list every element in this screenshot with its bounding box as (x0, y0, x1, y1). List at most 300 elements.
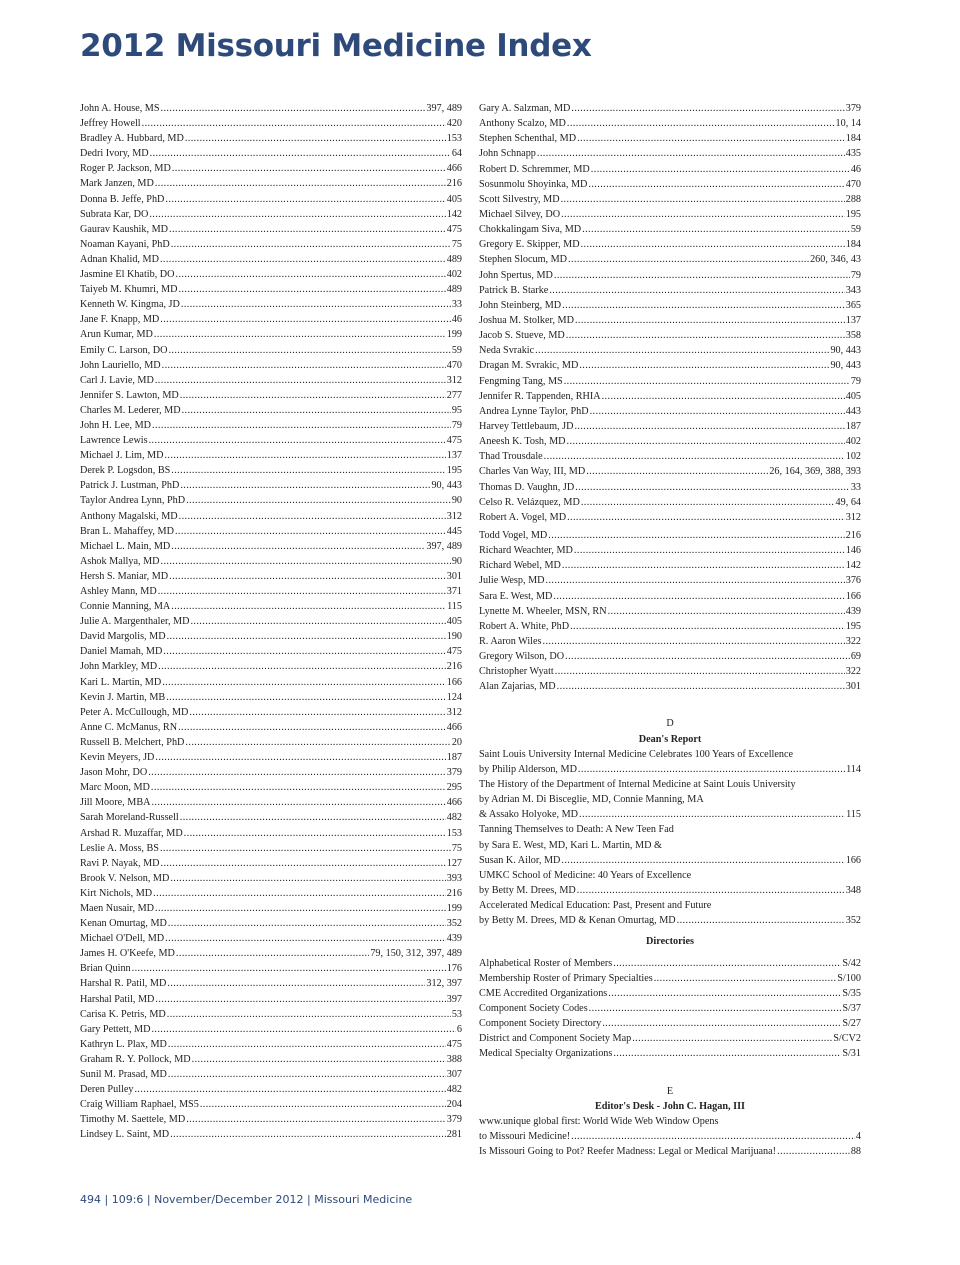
dot-leader (549, 283, 844, 298)
entry-name: Brian Quinn (80, 963, 131, 975)
page-number: 195 (845, 620, 861, 632)
entry-name: Russell B. Melchert, PhD (80, 736, 185, 748)
page-number: 10, 14 (835, 118, 861, 130)
dot-leader (164, 448, 445, 463)
dot-leader (175, 524, 446, 539)
author-entry (479, 528, 861, 543)
author-entry (80, 343, 462, 358)
page-number: 371 (446, 586, 462, 597)
page-number: 190 (446, 631, 462, 643)
entry-name: Julie A. Margenthaler, MD (80, 616, 190, 628)
entry-name: & Assako Holyoke, MD (479, 809, 579, 821)
entry-name: Taiyeb M. Khumri, MD (80, 284, 178, 296)
author-entry (80, 101, 462, 116)
entry-name: Kari L. Martin, MD (80, 676, 162, 688)
author-entry (80, 705, 462, 720)
entry-name: Kirt Nichols, MD (80, 887, 153, 899)
entry-name: David Margolis, MD (80, 631, 166, 643)
dot-leader (608, 986, 841, 1001)
dot-leader (546, 573, 845, 588)
author-list-right-bottom (479, 528, 861, 695)
page-number: 199 (446, 329, 462, 341)
page-number: 90, 443 (830, 360, 861, 372)
entry-name: Robert A. Vogel, MD (479, 511, 567, 523)
author-entry (479, 619, 861, 634)
page-number: 352 (446, 918, 462, 930)
page-number: 90 (451, 555, 462, 567)
dot-leader (185, 735, 450, 750)
entry-name: Subrata Kar, DO (80, 208, 149, 220)
entry-name: Harshal Patil, MD (80, 993, 155, 1005)
author-entry (479, 222, 861, 237)
dot-leader (579, 807, 845, 822)
page-number: 352 (845, 915, 861, 927)
page-number: 176 (446, 963, 462, 975)
author-entry (479, 589, 861, 604)
author-entry (80, 856, 462, 871)
dot-leader (170, 871, 445, 886)
entry-name: Derek P. Logsdon, BS (80, 465, 171, 477)
author-entry (80, 192, 462, 207)
dot-leader (172, 161, 446, 176)
author-entry (80, 478, 462, 493)
author-entry (80, 161, 462, 176)
page-number: 79 (850, 269, 861, 281)
dot-leader (582, 222, 850, 237)
dot-leader (171, 237, 451, 252)
author-entry (80, 327, 462, 342)
author-entry (479, 374, 861, 389)
author-entry (479, 510, 861, 525)
deans-report-heading: Dean's Report (638, 733, 702, 745)
directory-entry (479, 956, 861, 971)
author-entry (479, 495, 861, 510)
entry-name: R. Aaron Wiles (479, 635, 542, 647)
author-entry (80, 493, 462, 508)
dot-leader (184, 826, 446, 841)
entry-name: Gary Pettett, MD (80, 1023, 151, 1035)
page-number: 153 (446, 827, 462, 839)
author-entry (80, 659, 462, 674)
author-entry (479, 101, 861, 116)
entry-name: by Betty M. Drees, MD & Kenan Omurtag, MD (479, 915, 676, 927)
author-entry (80, 267, 462, 282)
author-entry (479, 252, 861, 267)
dot-leader (169, 569, 446, 584)
dot-leader (134, 1082, 445, 1097)
dot-leader (178, 720, 446, 735)
page-number: 312 (845, 511, 861, 523)
dot-leader (581, 495, 835, 510)
page-number: 20 (451, 736, 462, 748)
author-entry (80, 403, 462, 418)
dot-leader (162, 358, 446, 373)
dot-leader (180, 478, 430, 493)
dot-leader (171, 599, 446, 614)
entry-name: Ashley Mann, MD (80, 586, 157, 597)
entry-name: by Philip Alderson, MD (479, 763, 577, 775)
page-number: 59 (451, 344, 462, 356)
dot-leader (169, 222, 446, 237)
dot-leader (168, 343, 450, 358)
dot-leader (149, 433, 446, 448)
page-number: 199 (446, 902, 462, 914)
entry-name: Sara E. West, MD (479, 590, 553, 602)
entry-name: John Lauriello, MD (80, 359, 161, 371)
directory-entry (479, 1031, 861, 1046)
author-entry (479, 116, 861, 131)
page-number: 187 (845, 420, 861, 432)
entry-name: Gaurav Kaushik, MD (80, 223, 168, 235)
author-entry (80, 1037, 462, 1052)
entry-name: Lynette M. Wheeler, MSN, RN (479, 605, 607, 617)
page-number: 379 (845, 103, 861, 114)
author-entry (80, 675, 462, 690)
author-entry (80, 312, 462, 327)
entry-name: Kenan Omurtag, MD (80, 918, 167, 930)
page-number: S/27 (842, 1018, 861, 1030)
article-title-line: The History of the Department of Internal Medicine at Saint Louis University (479, 779, 796, 791)
page-number: 195 (446, 465, 462, 477)
dot-leader (566, 328, 845, 343)
entry-name: Jill Moore, MBA (80, 797, 151, 809)
page-number: 439 (845, 605, 861, 617)
entry-name: Component Society Codes (479, 1003, 588, 1015)
dot-leader (575, 480, 850, 495)
author-entry (80, 1082, 462, 1097)
dot-leader (591, 162, 850, 177)
author-entry (80, 222, 462, 237)
author-entry (80, 1007, 462, 1022)
page-number: 489 (446, 284, 462, 296)
page-number: 166 (845, 590, 861, 602)
page-number: 102 (845, 451, 861, 463)
dot-leader (155, 992, 445, 1007)
entry-name: Dragan M. Svrakic, MD (479, 360, 579, 372)
entry-name: Craig William Raphael, MS5 (80, 1099, 199, 1111)
left-column (80, 101, 462, 1142)
dot-leader (561, 192, 845, 207)
dot-leader (589, 1001, 842, 1016)
article-title-line: Accelerated Medical Education: Past, Present and Future (479, 900, 712, 912)
dot-leader (160, 312, 451, 327)
dot-leader (176, 946, 369, 961)
author-entry (479, 679, 861, 694)
entry-name: Anthony Magalski, MD (80, 510, 178, 522)
dot-leader (168, 1067, 446, 1082)
page-number: 397, 489 (426, 103, 462, 114)
author-entry (80, 614, 462, 629)
article-entry (479, 807, 861, 822)
author-entry (479, 283, 861, 298)
entry-name: Gregory E. Skipper, MD (479, 239, 580, 251)
author-entry (80, 765, 462, 780)
dot-leader (171, 463, 445, 478)
entry-name: Connie Manning, MA (80, 601, 171, 613)
page-number: 115 (447, 601, 462, 613)
page-number: S/31 (842, 1048, 861, 1060)
page-number: 75 (451, 842, 462, 854)
page-number: 295 (446, 782, 462, 794)
directories-heading: Directories (646, 936, 694, 948)
page-number: 124 (446, 691, 462, 703)
entry-name: Kenneth W. Kingma, JD (80, 299, 180, 311)
page-number: 435 (845, 148, 861, 160)
author-entry (80, 735, 462, 750)
dot-leader (185, 131, 446, 146)
entry-name: Chokkalingam Siva, MD (479, 224, 582, 236)
entry-name: Harvey Tettlebaum, JD (479, 420, 574, 432)
author-entry (80, 644, 462, 659)
entry-name: Daniel Mamah, MD (80, 646, 163, 658)
entry-name: Neda Svrakic (479, 345, 535, 357)
page-number: 49, 64 (835, 496, 861, 508)
author-entry (80, 1097, 462, 1112)
author-entry (479, 664, 861, 679)
entry-name: Ravi P. Nayak, MD (80, 857, 160, 869)
page-number: 348 (845, 885, 861, 897)
entry-name: Julie Wesp, MD (479, 575, 545, 587)
dot-leader (151, 1022, 455, 1037)
dot-leader (588, 177, 844, 192)
dot-leader (167, 629, 446, 644)
dot-leader (578, 762, 845, 777)
dot-leader (579, 358, 829, 373)
entry-name: Arshad R. Muzaffar, MD (80, 827, 183, 839)
page-number: 75 (451, 238, 462, 250)
entry-name: Alan Zajarias, MD (479, 681, 556, 693)
dot-leader (543, 634, 845, 649)
author-entry (80, 176, 462, 191)
entry-name: John Markley, MD (80, 661, 158, 673)
entry-name: Andrea Lynne Taylor, PhD (479, 405, 589, 417)
dot-leader (142, 116, 446, 131)
author-entry (80, 539, 462, 554)
page-number: 443 (845, 405, 861, 417)
dot-leader (602, 1016, 841, 1031)
dot-leader (167, 976, 425, 991)
entry-name: Jane F. Knapp, MD (80, 314, 160, 326)
dot-leader (571, 101, 844, 116)
page-number: 322 (845, 666, 861, 678)
page-number: 137 (845, 314, 861, 326)
dot-leader (557, 679, 845, 694)
author-entry (80, 1067, 462, 1082)
page-number: 365 (845, 299, 861, 311)
dot-leader (160, 841, 451, 856)
page-number: 405 (446, 193, 462, 205)
page-number: 475 (446, 646, 462, 658)
author-entry (80, 584, 462, 599)
page-number: 466 (446, 721, 462, 733)
author-entry (80, 207, 462, 222)
dot-leader (179, 509, 446, 524)
author-entry (479, 480, 861, 495)
article-title-line: Tanning Themselves to Death: A New Teen Fad (479, 824, 674, 836)
editors-desk-article-line (479, 1129, 861, 1144)
page-number: 420 (446, 118, 462, 130)
dot-leader (181, 297, 451, 312)
author-entry (80, 946, 462, 961)
author-entry (479, 131, 861, 146)
author-entry (479, 449, 861, 464)
page-number: 142 (446, 208, 462, 220)
entry-name: Mark Janzen, MD (80, 178, 154, 190)
page-title: 2012 Missouri Medicine Index (80, 28, 592, 64)
page-number: 301 (446, 570, 462, 582)
dot-leader (581, 237, 845, 252)
author-entry (80, 1112, 462, 1127)
dot-leader (590, 404, 845, 419)
entry-name: James H. O'Keefe, MD (80, 948, 175, 960)
page-number: 482 (446, 1084, 462, 1096)
page-number: 388 (446, 1053, 462, 1065)
author-entry (80, 448, 462, 463)
page-number: 79 (451, 419, 462, 431)
article-entry (479, 853, 861, 868)
page-number: 166 (446, 676, 462, 688)
author-entry (479, 434, 861, 449)
dot-leader (167, 1007, 451, 1022)
page-footer: 494 | 109:6 | November/December 2012 | Missouri Medicine (80, 1193, 413, 1206)
entry-name: Graham R. Y. Pollock, MD (80, 1053, 191, 1065)
entry-name: Membership Roster of Primary Specialties (479, 972, 653, 984)
entry-name: Charles Van Way, III, MD (479, 466, 586, 478)
dot-leader (166, 690, 446, 705)
author-entry (80, 388, 462, 403)
dot-leader (158, 659, 446, 674)
article-title-line: Saint Louis University Internal Medicine Celebrates 100 Years of Excellence (479, 748, 794, 760)
entry-name: Carl J. Lavie, MD (80, 374, 154, 386)
page-number: S/42 (842, 957, 861, 969)
author-entry (479, 389, 861, 404)
entry-name: Dedri Ivory, MD (80, 148, 149, 160)
section-e-letter: E (666, 1085, 674, 1097)
page-number: 46 (850, 163, 861, 175)
entry-name: Donna B. Jeffe, PhD (80, 193, 165, 205)
page-number: 397 (446, 993, 462, 1005)
entry-name: Sosunmolu Shoyinka, MD (479, 178, 588, 190)
page-number: 489 (446, 253, 462, 265)
entry-name: by Betty M. Drees, MD (479, 885, 576, 897)
entry-name: CME Accredited Organizations (479, 987, 608, 999)
dot-leader (561, 853, 844, 868)
author-entry (80, 373, 462, 388)
author-entry (80, 841, 462, 856)
entry-name: Robert D. Schremmer, MD (479, 163, 590, 175)
editors-desk-article-line (479, 1144, 861, 1159)
page-number: 445 (446, 525, 462, 537)
dot-leader (186, 493, 451, 508)
page-number: S/35 (842, 987, 861, 999)
dot-leader (176, 267, 446, 282)
page-number: 146 (845, 545, 861, 557)
author-entry (80, 720, 462, 735)
page-number: 402 (845, 436, 861, 448)
entry-name: Joshua M. Stolker, MD (479, 314, 574, 326)
page-number: 216 (845, 529, 861, 541)
author-entry (479, 358, 861, 373)
dot-leader (171, 539, 425, 554)
dot-leader (190, 614, 445, 629)
right-column (479, 101, 861, 1159)
dot-leader (571, 1129, 855, 1144)
entry-name: Richard Webel, MD (479, 560, 561, 572)
dot-leader (535, 343, 829, 358)
page-number: 277 (446, 389, 462, 401)
entry-name: Roger P. Jackson, MD (80, 163, 171, 175)
entry-name: Stephen Slocum, MD (479, 254, 568, 266)
entry-name: Michael L. Main, MD (80, 540, 171, 552)
page-number: 402 (446, 269, 462, 281)
page-number: 482 (446, 812, 462, 824)
author-entry (80, 976, 462, 991)
page-number: 379 (446, 767, 462, 779)
page-number: 301 (845, 681, 861, 693)
author-entry (80, 282, 462, 297)
entry-name: Adnan Khalid, MD (80, 253, 159, 265)
dot-leader (149, 207, 445, 222)
page-number: 466 (446, 797, 462, 809)
entry-name: Susan K. Ailor, MD (479, 854, 561, 866)
entry-name: Anne C. McManus, RN (80, 721, 178, 733)
page-number: 153 (446, 133, 462, 145)
author-entry (479, 207, 861, 222)
page-number: 90, 443 (431, 480, 462, 492)
dot-leader (613, 1046, 841, 1061)
entry-name: Marc Moon, MD (80, 782, 150, 794)
page-number: 187 (446, 752, 462, 764)
dot-leader (554, 268, 850, 283)
dot-leader (178, 282, 445, 297)
dot-leader (537, 146, 845, 161)
author-entry (479, 177, 861, 192)
directory-entry (479, 986, 861, 1001)
author-entry (80, 810, 462, 825)
author-entry (479, 419, 861, 434)
page-number: 53 (451, 1008, 462, 1020)
article-entry (479, 913, 861, 928)
article-title-line: UMKC School of Medicine: 40 Years of Excellence (479, 869, 692, 881)
entry-name: Jennifer R. Tappenden, RHIA (479, 390, 601, 402)
entry-name: Bradley A. Hubbard, MD (80, 133, 184, 145)
page-number: 26, 164, 369, 388, 393 (769, 466, 861, 478)
page-number: 88 (850, 1146, 861, 1158)
author-entry (479, 268, 861, 283)
dot-leader (170, 1127, 446, 1142)
editors-desk-article-line: www.unique global first: World Wide Web Window Opens (479, 1115, 719, 1127)
author-entry (479, 313, 861, 328)
dot-leader (163, 644, 445, 659)
entry-name: Michael J. Lim, MD (80, 450, 164, 462)
entry-name: Charles M. Lederer, MD (80, 404, 181, 416)
dot-leader (161, 554, 451, 569)
dot-leader (613, 956, 841, 971)
entry-name: Fengming Tang, MS (479, 375, 563, 387)
author-entry (80, 961, 462, 976)
entry-name: Alphabetical Roster of Members (479, 957, 613, 969)
dot-leader (602, 389, 845, 404)
author-entry (80, 1022, 462, 1037)
author-entry (80, 599, 462, 614)
page-number: 376 (845, 575, 861, 587)
dot-leader (677, 913, 845, 928)
page-number: 475 (446, 1038, 462, 1050)
author-entry (479, 404, 861, 419)
dot-leader (561, 207, 845, 222)
page-number: 195 (845, 208, 861, 220)
author-entry (479, 573, 861, 588)
